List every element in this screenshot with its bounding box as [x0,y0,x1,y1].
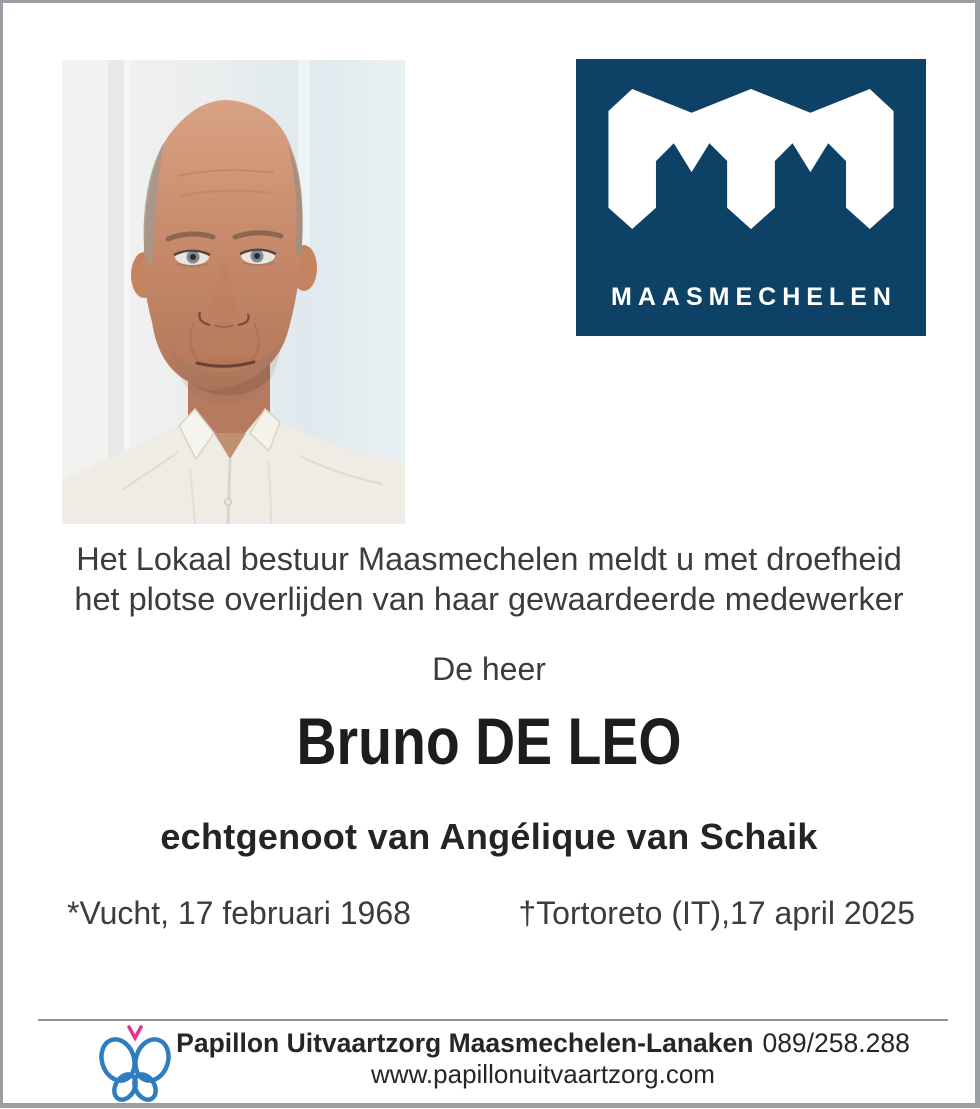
announcement-line2: het plotse overlijden van haar gewaardeerde medewerker [74,581,904,617]
deceased-name: Bruno DE LEO [296,704,682,778]
relation-line: echtgenoot van Angélique van Schaik [160,816,818,857]
announcement-line1: Het Lokaal bestuur Maasmechelen meldt u met droefheid [76,541,902,577]
life-dates [3,892,975,934]
funeral-home-website: www.papillonuitvaartzorg.com [371,1059,715,1089]
funeral-home-line [103,1027,980,1059]
maasmechelen-logo [576,59,926,336]
portrait-photo [62,60,405,524]
announcement-text [3,539,975,619]
death-date: †Tortoreto (IT),17 april 2025 [518,895,915,931]
funeral-home-name: Papillon Uitvaartzorg Maasmechelen-Lanaken [176,1028,754,1058]
salutation: De heer [432,651,546,687]
footer-divider [38,1019,948,1021]
maasmechelen-double-m-icon [607,89,895,229]
maasmechelen-logo-wordmark: MAASMECHELEN [611,283,897,311]
portrait-photo-image [62,60,405,524]
funeral-home-phone: 089/258.288 [762,1028,910,1058]
birth-date: *Vucht, 17 februari 1968 [67,895,411,931]
